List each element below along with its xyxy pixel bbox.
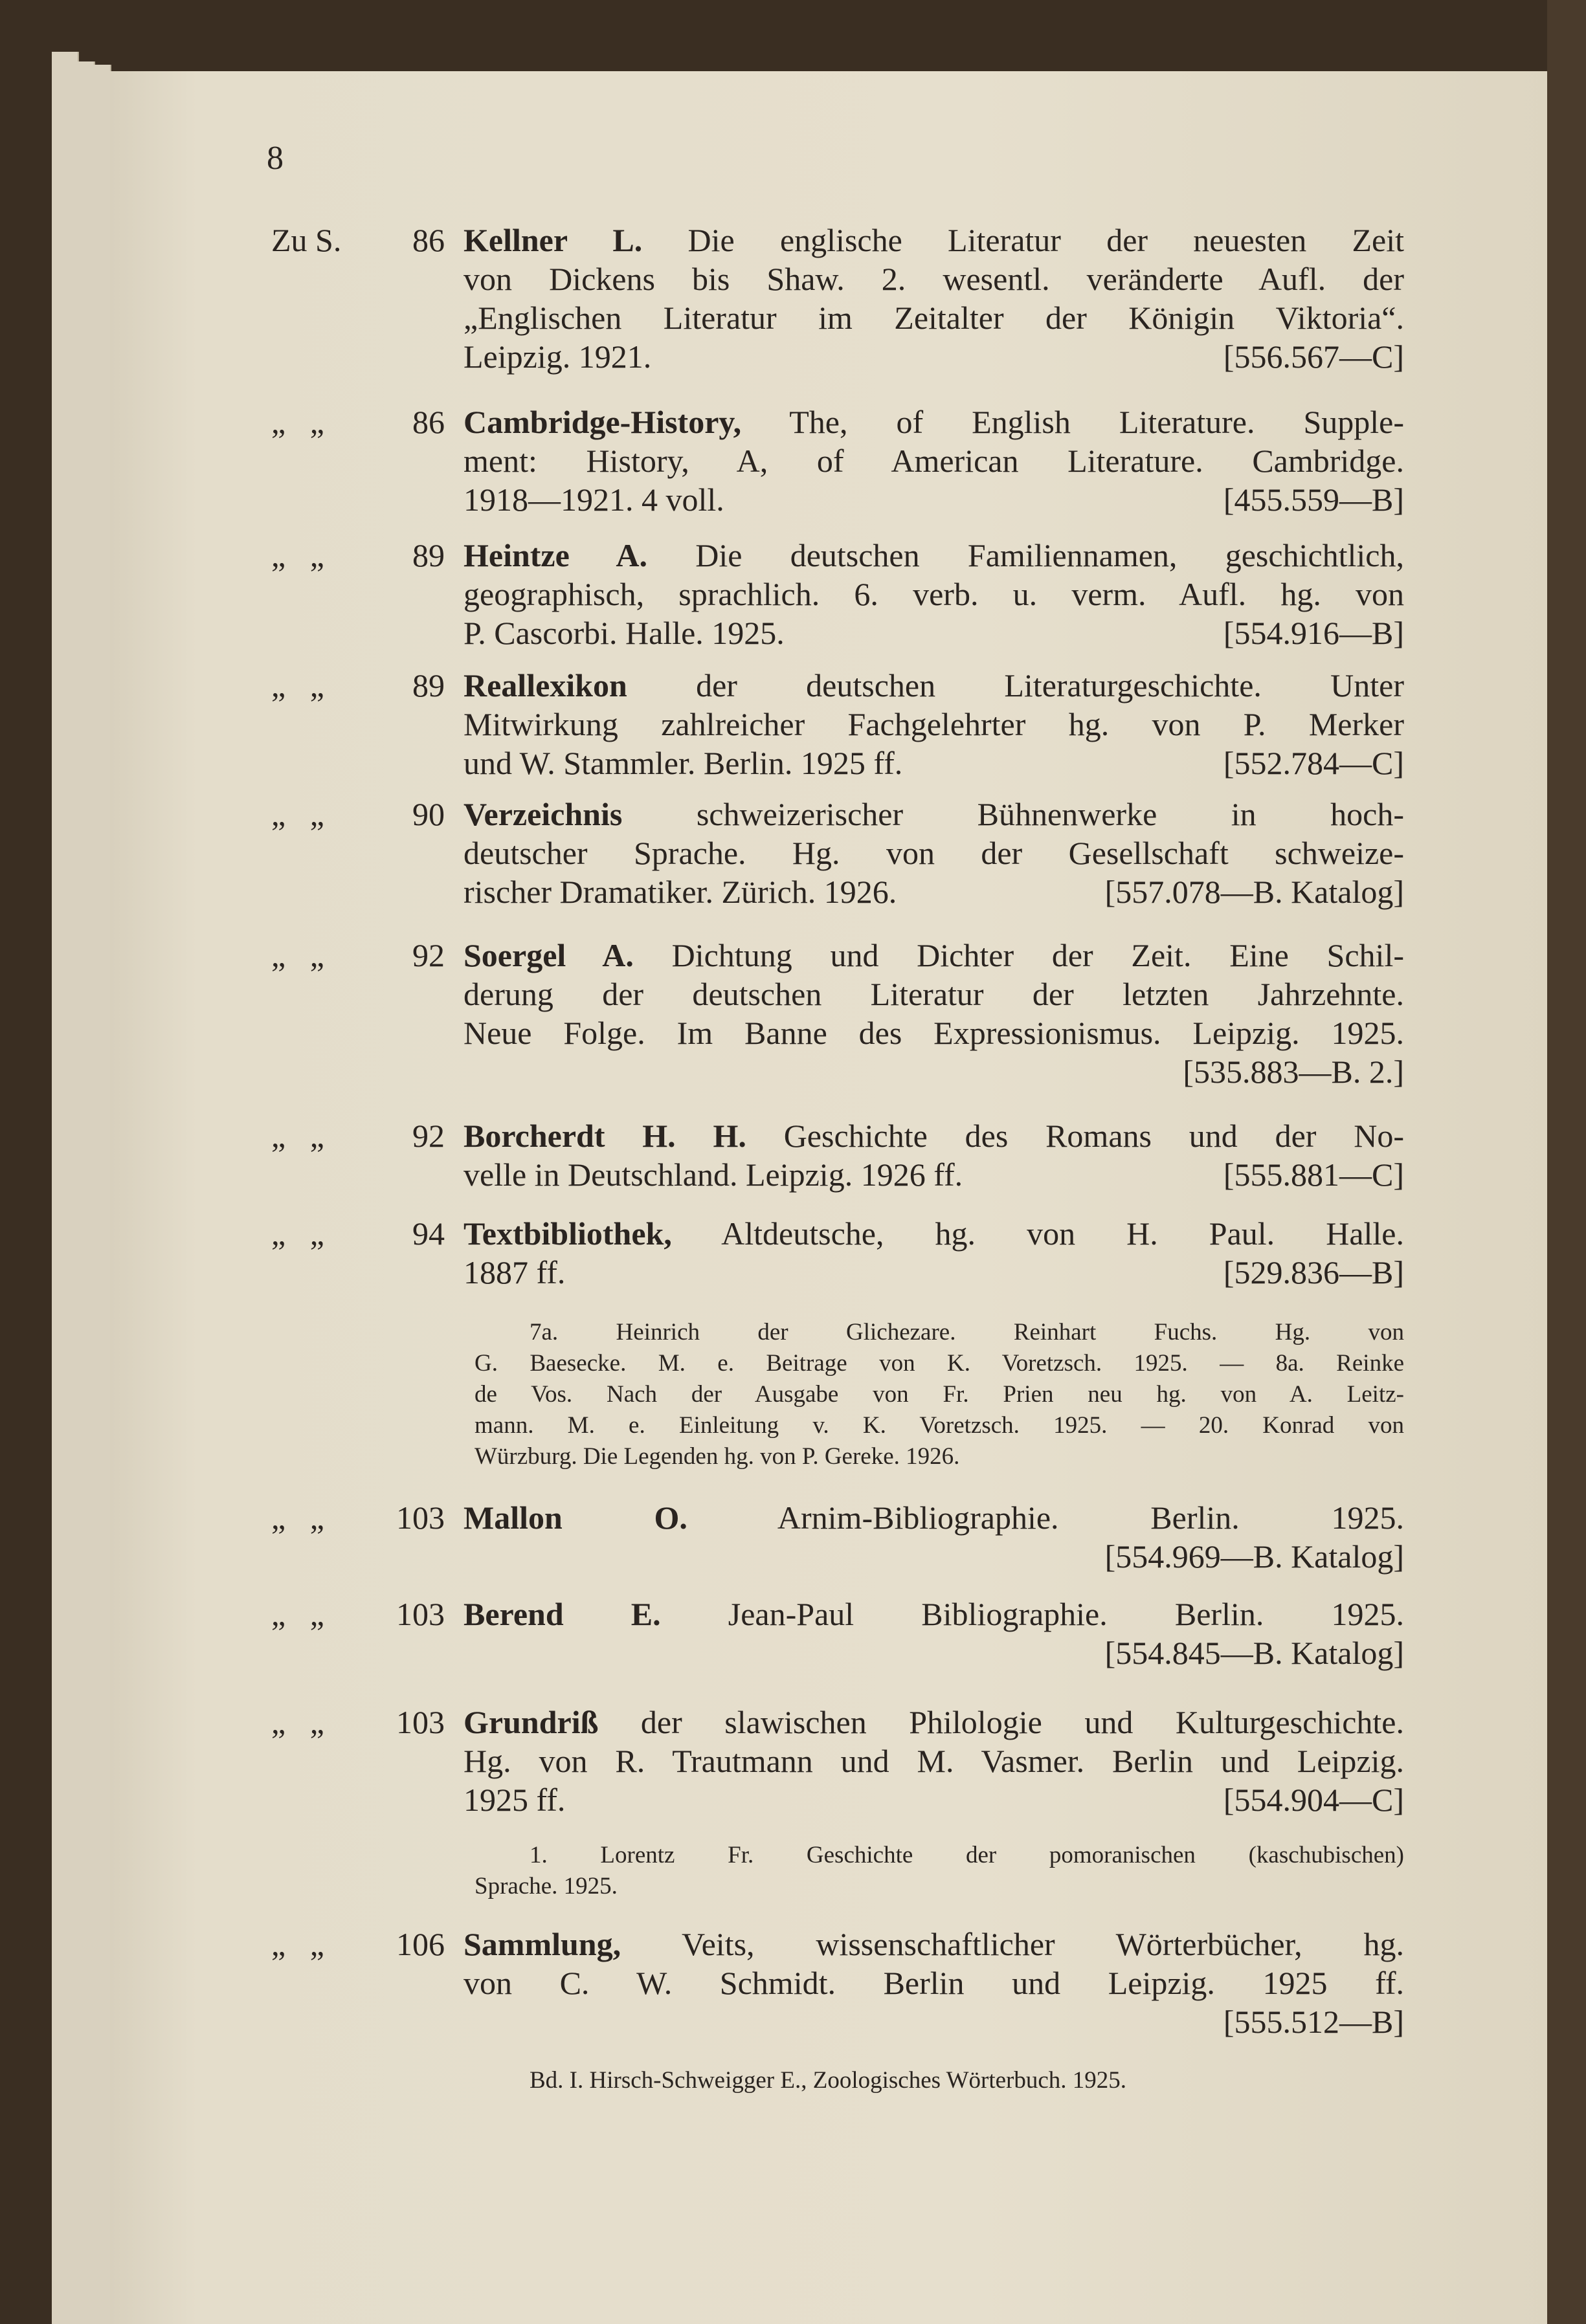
entry-line-text: Arnim-Bibliographie. Berlin. 1925. <box>687 1500 1404 1536</box>
reference-page-number: 103 <box>396 1596 445 1632</box>
entry-line <box>464 221 1404 260</box>
entry-heading: Mallon O. <box>464 1500 687 1536</box>
entry-line-text: Veits, wissenschaftlicher Wörterbücher, hg. <box>621 1926 1404 1962</box>
entry-line <box>464 1742 1404 1780</box>
entry-text <box>464 403 1404 519</box>
entry-line <box>464 298 1404 337</box>
entry-heading: Grundriß <box>464 1704 599 1740</box>
reference-marker: Zu S. <box>271 222 342 258</box>
reference-marker: „ „ <box>271 667 324 703</box>
entry-line <box>464 936 1404 975</box>
reference-marker: „ „ <box>271 1926 324 1962</box>
entry-line <box>464 2002 1404 2041</box>
entry-line <box>464 666 1404 705</box>
entry-text <box>464 536 1404 652</box>
entry-line <box>464 744 1404 782</box>
entry-line <box>464 834 1404 872</box>
page-edge-stack <box>94 65 111 2324</box>
page-edge-stack <box>78 61 95 2324</box>
entry-first-line <box>464 1500 1404 1536</box>
entry-line <box>464 1013 1404 1052</box>
reference-page-number: 103 <box>396 1500 445 1536</box>
entry-line-text: von C. W. Schmidt. Berlin und Leipzig. 1925 ff. <box>464 1965 1404 2001</box>
entry-line <box>464 1155 1404 1194</box>
binding-shadow <box>1547 0 1586 2324</box>
reference-marker: „ „ <box>271 937 324 973</box>
entry-line-text: „Englischen Literatur im Zeitalter der Königin Viktoria“. <box>464 300 1404 336</box>
subnote-line: de Vos. Nach der Ausgabe von Fr. Prien neu hg. von A. Leitz- <box>475 1381 1404 1408</box>
entry-line-text: velle in Deutschland. Leipzig. 1926 ff. <box>464 1156 963 1193</box>
entry-text <box>464 1925 1404 2041</box>
entry-heading: Sammlung, <box>464 1926 621 1962</box>
entry-text <box>464 1214 1404 1292</box>
entry-line <box>464 1537 1404 1576</box>
entry-line-text: rischer Dramatiker. Zürich. 1926. <box>464 874 897 910</box>
entry-line <box>464 403 1404 441</box>
call-number: [552.784—C] <box>1223 745 1404 781</box>
entry-line <box>464 1925 1404 1964</box>
entry-line-text: von Dickens bis Shaw. 2. wesentl. veränderte Aufl. der <box>464 261 1404 297</box>
entry-line-text: und W. Stammler. Berlin. 1925 ff. <box>464 745 903 781</box>
entry-subnote <box>475 1840 1404 1902</box>
subnote-line: 7a. Heinrich der Glichezare. Reinhart Fuchs. Hg. von <box>530 1319 1404 1345</box>
reference-marker: „ „ <box>271 1596 324 1632</box>
entry-line-text: Geschichte des Romans und der No- <box>746 1118 1405 1154</box>
entry-text <box>464 666 1404 782</box>
subnote-line: 1. Lorentz Fr. Geschichte der pomoranischen (kaschubischen) <box>530 1842 1404 1868</box>
entry-heading: Reallexikon <box>464 667 627 703</box>
entry-line <box>464 614 1404 652</box>
reference-page-number: 89 <box>412 667 445 703</box>
call-number: [554.916—B] <box>1223 615 1404 651</box>
entry-line <box>464 480 1404 519</box>
entry-line-text: Leipzig. 1921. <box>464 338 652 375</box>
entry-line-text: Mitwirkung zahlreicher Fachgelehrter hg. von P. Merker <box>464 706 1404 742</box>
entry-line <box>464 441 1404 480</box>
entry-line <box>464 1253 1404 1292</box>
entry-heading: Cambridge-History, <box>464 404 742 440</box>
subnote-line: Sprache. 1925. <box>475 1873 618 1899</box>
entry-line <box>464 1780 1404 1819</box>
call-number: [554.904—C] <box>1223 1782 1404 1818</box>
entry-first-line <box>464 1926 1404 1962</box>
subnote-line: G. Baesecke. M. e. Beitrage von K. Voretzsch. 1925. — 8a. Reinke <box>475 1350 1404 1377</box>
entry-first-line <box>464 1704 1404 1740</box>
entry-line <box>464 575 1404 614</box>
entry-line-text: P. Cascorbi. Halle. 1925. <box>464 615 785 651</box>
call-number: [535.883—B. 2.] <box>1183 1054 1404 1090</box>
entry-first-line <box>464 537 1404 573</box>
entry-line <box>464 260 1404 298</box>
entry-line-text: Altdeutsche, hg. von H. Paul. Halle. <box>671 1215 1404 1252</box>
entry-line-text: der slawischen Philologie und Kulturgeschichte. <box>598 1704 1404 1740</box>
entry-line <box>464 1214 1404 1253</box>
entry-line-text: 1887 ff. <box>464 1254 566 1290</box>
entry-line <box>464 1964 1404 2002</box>
entry-line-text: Jean-Paul Bibliographie. Berlin. 1925. <box>660 1596 1405 1632</box>
call-number: [555.881—C] <box>1223 1156 1404 1193</box>
entry-first-line <box>464 1118 1404 1154</box>
entry-heading: Textbibliothek, <box>464 1215 672 1252</box>
entry-heading: Berend E. <box>464 1596 661 1632</box>
entry-heading: Borcherdt H. H. <box>464 1118 746 1154</box>
call-number: [554.969—B. Katalog] <box>1104 1538 1404 1575</box>
call-number: [556.567—C] <box>1223 338 1404 375</box>
entry-line-text: deutscher Sprache. Hg. von der Gesellschaft schweize- <box>464 835 1404 871</box>
entry-line <box>464 1498 1404 1537</box>
entry-text <box>464 221 1404 376</box>
entry-line-text: Die deutschen Familiennamen, geschichtlich, <box>647 537 1405 573</box>
entry-text <box>464 1595 1404 1672</box>
entry-line <box>464 1116 1404 1155</box>
reference-page-number: 103 <box>396 1704 445 1740</box>
reference-page-number: 106 <box>396 1926 445 1962</box>
entry-heading: Kellner L. <box>464 222 643 258</box>
entry-line-text: Neue Folge. Im Banne des Expressionismus. Leipzig. 1925. <box>464 1015 1404 1051</box>
entry-line-text: Dichtung und Dichter der Zeit. Eine Schil- <box>633 937 1404 973</box>
entry-line-text: der deutschen Literaturgeschichte. Unter <box>627 667 1404 703</box>
entry-first-line <box>464 1215 1404 1252</box>
entry-line-text: schweizerischer Bühnenwerke in hoch- <box>622 796 1404 832</box>
entry-first-line <box>464 404 1404 440</box>
entry-heading: Soergel A. <box>464 937 634 973</box>
entry-line <box>464 1052 1404 1091</box>
reference-marker: „ „ <box>271 537 324 573</box>
reference-page-number: 94 <box>412 1215 445 1252</box>
page-edge-stack <box>52 52 79 2324</box>
entry-line <box>464 1703 1404 1742</box>
call-number: [455.559—B] <box>1223 481 1404 518</box>
entry-line <box>464 795 1404 834</box>
entry-first-line <box>464 796 1404 832</box>
entry-line-text: 1925 ff. <box>464 1782 566 1818</box>
entry-text <box>464 936 1404 1091</box>
entry-first-line <box>464 222 1404 258</box>
reference-marker: „ „ <box>271 404 324 440</box>
entry-line-text: 1918—1921. 4 voll. <box>464 481 724 518</box>
call-number: [529.836—B] <box>1223 1254 1404 1290</box>
entry-line <box>464 1633 1404 1672</box>
subnote-line: Bd. I. Hirsch-Schweigger E., Zoologisches Wörterbuch. 1925. <box>530 2067 1127 2094</box>
reference-marker: „ „ <box>271 1118 324 1154</box>
entry-line-text: Die englische Literatur der neuesten Zeit <box>642 222 1404 258</box>
reference-marker: „ „ <box>271 1704 324 1740</box>
entry-heading: Verzeichnis <box>464 796 623 832</box>
entry-first-line <box>464 1596 1404 1632</box>
entry-text <box>464 795 1404 911</box>
entry-line-text: The, of English Literature. Supple- <box>741 404 1404 440</box>
reference-marker: „ „ <box>271 1500 324 1536</box>
call-number: [557.078—B. Katalog] <box>1104 874 1404 910</box>
entry-line-text: Hg. von R. Trautmann und M. Vasmer. Berlin und Leipzig. <box>464 1743 1404 1779</box>
call-number: [554.845—B. Katalog] <box>1104 1635 1404 1671</box>
entry-text <box>464 1703 1404 1819</box>
entry-line <box>464 705 1404 744</box>
call-number: [555.512—B] <box>1223 2004 1404 2040</box>
entry-first-line <box>464 667 1404 703</box>
reference-marker: „ „ <box>271 796 324 832</box>
reference-page-number: 92 <box>412 937 445 973</box>
entry-line-text: derung der deutschen Literatur der letzten Jahrzehnte. <box>464 976 1404 1012</box>
reference-page-number: 86 <box>412 222 445 258</box>
reference-page-number: 86 <box>412 404 445 440</box>
entry-heading: Heintze A. <box>464 537 647 573</box>
entry-line-text: geographisch, sprachlich. 6. verb. u. verm. Aufl. hg. von <box>464 576 1404 612</box>
entry-line <box>464 337 1404 376</box>
subnote-line: mann. M. e. Einleitung v. K. Voretzsch. 1925. — 20. Konrad von <box>475 1412 1404 1439</box>
entry-first-line <box>464 937 1404 973</box>
reference-page-number: 89 <box>412 537 445 573</box>
page-number: 8 <box>267 140 284 177</box>
reference-page-number: 92 <box>412 1118 445 1154</box>
subnote-line: Würzburg. Die Legenden hg. von P. Gereke. 1926. <box>475 1443 960 1470</box>
entry-text <box>464 1498 1404 1576</box>
entry-line <box>464 536 1404 575</box>
entry-subnote <box>475 1317 1404 1472</box>
reference-page-number: 90 <box>412 796 445 832</box>
entry-text <box>464 1116 1404 1194</box>
entry-line-text: ment: History, A, of American Literature. Cambridge. <box>464 443 1404 479</box>
entry-line <box>464 1595 1404 1633</box>
entry-line <box>464 975 1404 1013</box>
entry-subnote <box>475 2065 1404 2096</box>
entry-line <box>464 872 1404 911</box>
reference-marker: „ „ <box>271 1215 324 1252</box>
